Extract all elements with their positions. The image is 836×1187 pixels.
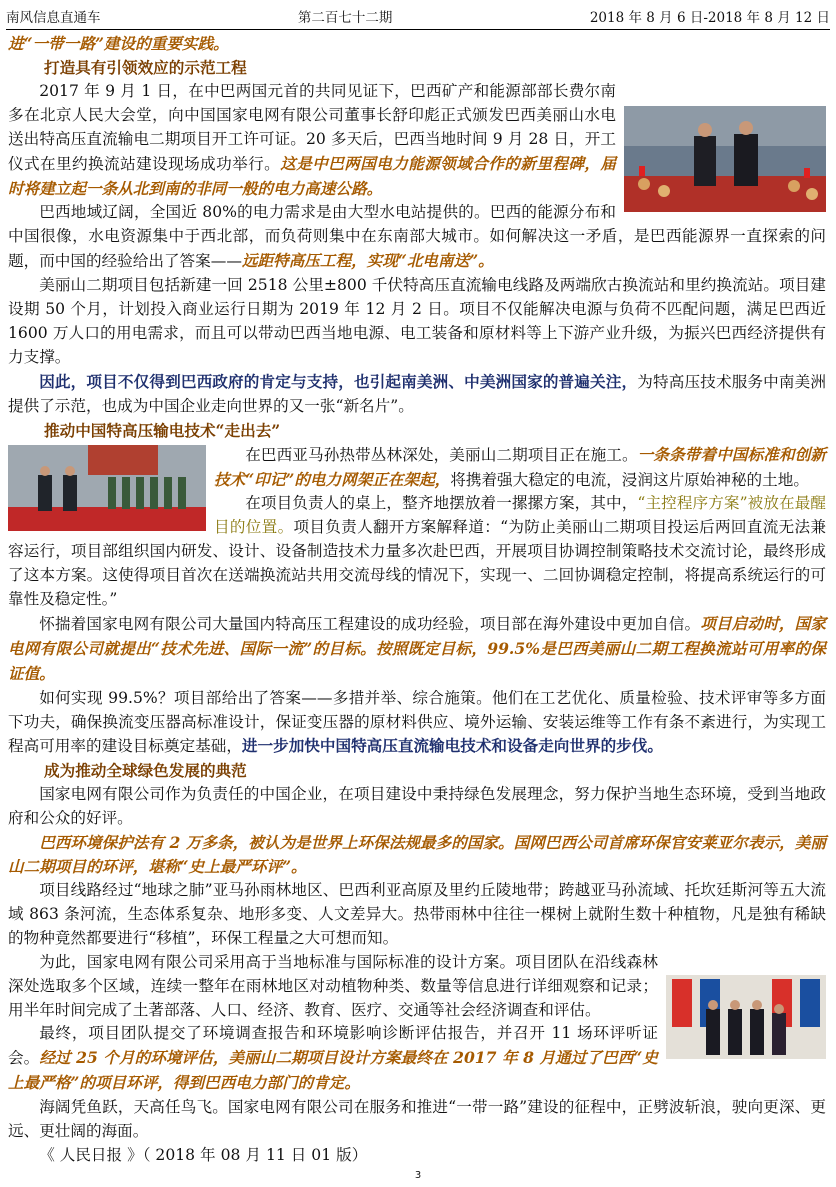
s2-p3-highlight: 项目启动时，国家电网有限公司就提出“技术先进、国际一流”的目标。按照既定目标，99.5%是巴西美丽山二期工程换流站可用率的保证值。: [8, 613, 827, 683]
s1-p4-text: 为特高压技术服务中南美洲提供了示范，也成为中国企业走向世界的又一张“新名片”。: [8, 372, 826, 415]
photo-flag-ceremony: [666, 975, 826, 1059]
s2-p2-text-end: 项目负责人翻开方案解释道：“为防止美丽山二期项目投运后两回直流无法兼容运行，项目部组织国内研发、设计、设备制造技术力量多次赴巴西，开展项目协调控制策略技术交流讨论，最终形成了这本方案。这使得项目首次在送端换流站共用交流母线的情况下，实现一、二回协调稳定控制，将提高系统运行的可靠性及稳定性。”: [8, 518, 826, 609]
article-body: [8, 32, 826, 1168]
s3-p2-highlight: 巴西环境保护法有 2 万多条，被认为是世界上环保法规最多的国家。国网巴西公司首席环保官安莱亚尔表示，美丽山二期项目的环评，堪称“史上最严环评”。: [8, 833, 826, 877]
s1-p1-highlight: 这是中巴两国电力能源领域合作的新里程碑，届时将建立起一条从北到南的非同一般的电力高速公路。: [8, 153, 616, 198]
header-issue: 第二百七十二期: [297, 10, 393, 26]
s2-p4-highlight: 进一步加快中国特高压直流输电技术和设备走向世界的步伐。: [241, 736, 663, 756]
s1-p1-text: 2017 年 9 月 1 日，在中巴两国元首的共同见证下，巴西矿产和能源部部长费尔南多在北京人民大会堂，向中国国家电网有限公司董事长舒印彪正式颁发巴西美丽山水电送出特高压直流输电二期项目开工许可证。20 多天后，巴西当地时间 9 月 28 日，开工仪式在里约换流站建设现场成功举行。: [8, 81, 617, 173]
s3-p4-text: 为此，国家电网有限公司采用高于当地标准与国际标准的设计方案。项目团队在沿线森林深处选取多个区域，连续一整年在雨林地区对动植物种类、数量等信息进行详细观察和记录；用半年时间完成了土著部落、人口、经济、教育、医疗、交通等社会经济调查和评估。: [8, 952, 658, 1019]
s3-p3-text: 项目线路经过“地球之肺”亚马孙雨林地区、巴西利亚高原及里约丘陵地带；跨越亚马孙流域、托坎廷斯河等五大流域 863 条河流，生态体系复杂、地形多变、人文差异大。热带雨林中往往一棵树上就附生数十种植物，凡是独有稀缺的物种竟然都要进行“移植”，环保工程量之大可想而知。: [8, 881, 826, 947]
header-date-range: 2018 年 8 月 6 日-2018 年 8 月 12 日: [589, 10, 830, 26]
section-heading-1: 打造具有引领效应的示范工程: [44, 57, 247, 77]
s1-p2-text: 巴西地域辽阔，全国近 80%的电力需求是由大型水电站提供的。巴西的能源分布和中国很像，水电资源集中于西北部，而负荷则集中在东南部大城市。如何解决这一矛盾，是巴西能源界一直探索的问题，而中国的经验给出了答案——: [8, 203, 826, 271]
s3-p6-text: 海阔凭鱼跃，天高任鸟飞。国家电网有限公司在服务和推进“一带一路”建设的征程中，正劈波斩浪，驶向更深、更远、更壮阔的海面。: [8, 1098, 826, 1141]
s3-p5-text: 最终，项目团队提交了环境调查报告和环境影响诊断评估报告，并召开 11 场环评听证会。: [8, 1024, 658, 1068]
s1-p4-highlight: 因此，项目不仅得到巴西政府的肯定与支持，也引起南美洲、中美洲国家的普遍关注，: [39, 371, 638, 391]
section-heading-2: 推动中国特高压输电技术“走出去”: [44, 420, 281, 440]
s1-p3-text: 美丽山二期项目包括新建一回 2518 公里±800 千伏特高压直流输电线路及两端欣古换流站和里约换流站。项目建设期 50 个月，计划投入商业运行日期为 2019 年 12 月 2 日。项目不仅能解决电源与负荷不匹配问题，满足巴西近 1600 万人口的用电需求，而且可以带动巴西当地电源、电工装备和原材料等上下游产业升级，为振兴巴西经济提供有力支撑。: [8, 276, 826, 366]
photo-leaders-welcome: [624, 106, 826, 212]
s2-p3-text: 怀揣着国家电网有限公司大量国内特高压工程建设的成功经验，项目部在海外建设中更加自信。: [39, 614, 701, 633]
section-heading-3: 成为推动全球绿色发展的典范: [44, 761, 247, 781]
s2-p1-text-end: 将携着强大稳定的电流，浸润这片原始神秘的土地。: [450, 470, 809, 489]
s1-p2-highlight: 远距特高压工程，实现“北电南送”。: [241, 251, 494, 271]
intro-line: 进“一带一路”建设的重要实践。: [8, 34, 229, 53]
s2-p2-text: 在项目负责人的桌上，整齐地摆放着一摞摞方案，其中，: [245, 494, 638, 513]
s2-p2-highlight: “主控程序方案”被放在最醒目的位置。: [214, 494, 826, 537]
page-number: 3: [414, 1170, 422, 1181]
article-source: 《 人民日报 》（ 2018 年 08 月 11 日 01 版）: [39, 1145, 368, 1164]
s2-p1-highlight: 一条条带着中国标准和创新技术“印记”的电力网架正在架起，: [214, 444, 826, 489]
s2-p4-text: 如何实现 99.5%？项目部给出了答案——多措并举、综合施策。他们在工艺优化、质量检验、技术评审等多方面下功夫，确保换流变压器高标准设计，保证变压器的原材料供应、境外运输、安装运维等工作有条不紊进行，为实现工程高可用率的建设目标奠定基础，: [8, 688, 826, 756]
page-header: [6, 3, 830, 30]
photo-honor-guard: [8, 445, 206, 531]
s2-p1-text: 在巴西亚马孙热带丛林深处，美丽山二期项目正在施工。: [245, 445, 638, 464]
header-publication: 南风信息直通车: [6, 10, 101, 26]
s3-p5-highlight: 经过 25 个月的环境评估，美丽山二期项目设计方案最终在 2017 年 8 月通过了巴西“史上最严格”的项目环评，得到巴西电力部门的肯定。: [8, 1048, 658, 1093]
s3-p1-text: 国家电网有限公司作为负责任的中国企业，在项目建设中秉持绿色发展理念，努力保护当地生态环境，受到当地政府和公众的好评。: [8, 785, 826, 828]
